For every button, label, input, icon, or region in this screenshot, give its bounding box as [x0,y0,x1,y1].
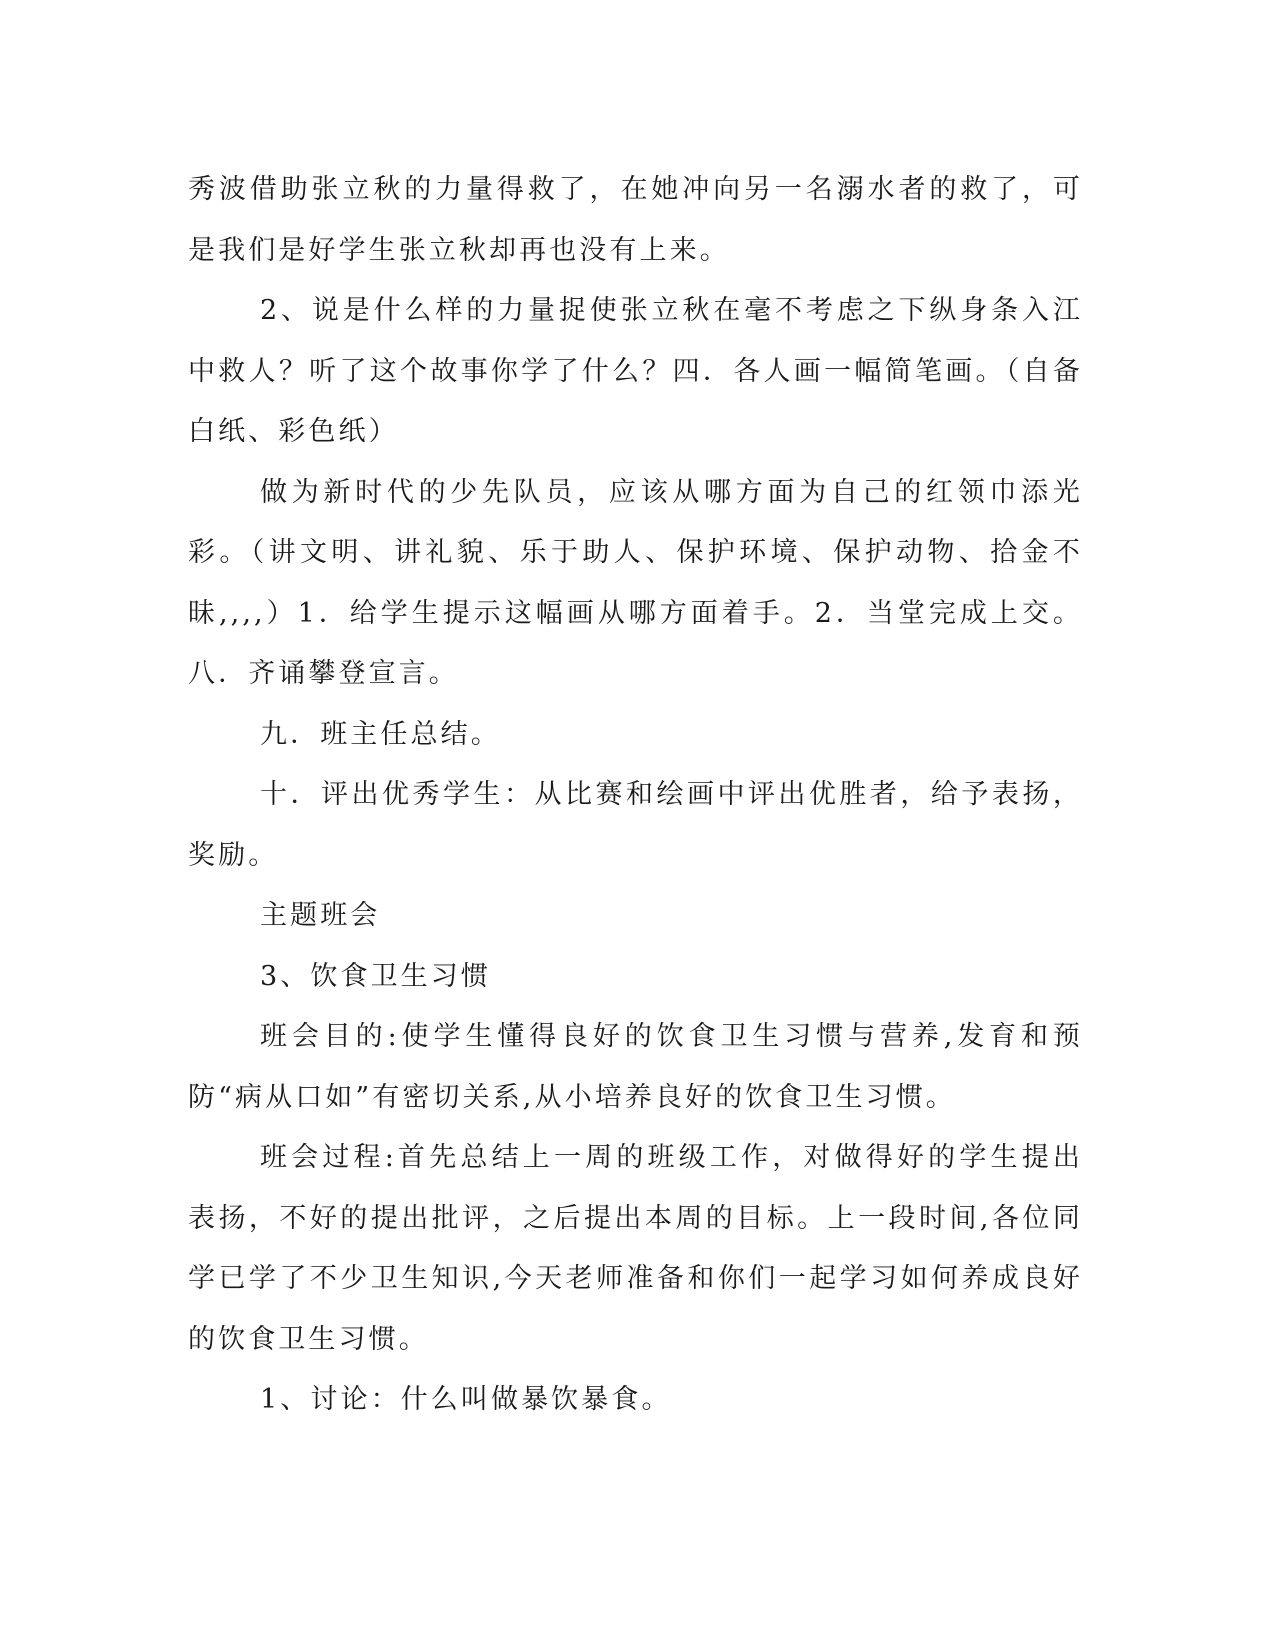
paragraph-3: 做为新时代的少先队员，应该从哪方面为自己的红领巾添光彩。（讲文明、讲礼貌、乐于助人、保护环境、保护动物、拾金不昧,,,,）1．给学生提示这幅画从哪方面着手。2．当堂完成上交。八．齐诵攀登宣言。 [188,476,1083,689]
section-heading: 主题班会 [260,900,381,931]
paragraph-5: 十．评出优秀学生：从比赛和绘画中评出优胜者，给予表扬，奖励。 [188,779,1083,871]
paragraph-process: 班会过程:首先总结上一周的班级工作，对做得好的学生提出表扬，不好的提出批评，之后提出本周的目标。上一段时间,各位同学已学了不少卫生知识,今天老师准备和你们一起学习如何养成良好的饮食卫生习惯。 [188,1142,1083,1355]
paragraph-discussion: 1、讨论：什么叫做暴饮暴食。 [260,1384,672,1415]
paragraph-2: 2、说是什么样的力量捉使张立秋在毫不考虑之下纵身条入江中救人？听了这个故事你学了什么？四．各人画一幅简笔画。（自备白纸、彩色纸） [188,295,1083,447]
paragraph-4: 九．班主任总结。 [260,718,501,750]
paragraph-purpose: 班会目的:使学生懂得良好的饮食卫生习惯与营养,发育和预防“病从口如”有密切关系,从小培养良好的饮食卫生习惯。 [188,1021,1083,1113]
paragraph-1: 秀波借助张立秋的力量得救了，在她冲向另一名溺水者的救了，可是我们是好学生张立秋却再也没有上来。 [188,174,1083,266]
document-body [188,160,1083,1431]
subsection-heading: 3、饮食卫生习惯 [260,960,491,992]
